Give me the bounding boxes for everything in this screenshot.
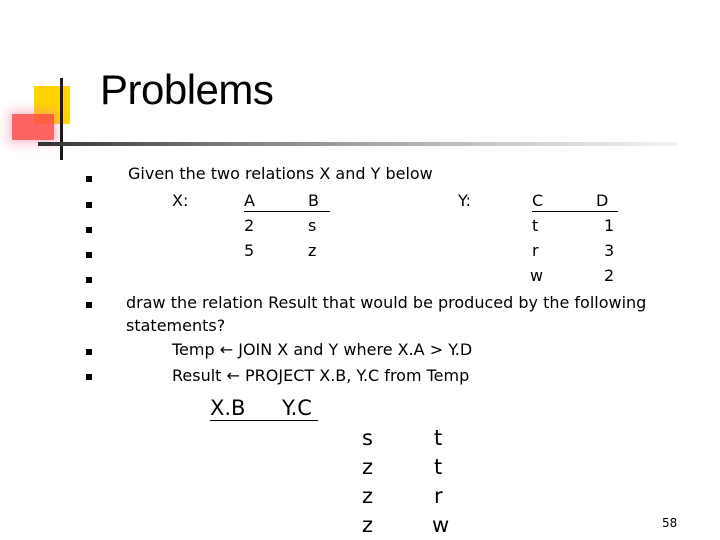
result-cell: z — [362, 484, 374, 508]
bullet-text-given: Given the two relations X and Y below — [128, 164, 433, 183]
relation-y-cell: 1 — [604, 216, 615, 235]
bullet-text-draw-cont: statements? — [126, 316, 226, 335]
bullet-marker — [86, 302, 92, 308]
result-header-yc: Y.C — [282, 396, 318, 421]
relation-x-cell: 2 — [244, 216, 255, 235]
bullet-marker — [86, 277, 92, 283]
result-cell: z — [362, 513, 374, 537]
slide-title: Problems — [100, 66, 274, 113]
relation-x-cell: 5 — [244, 241, 255, 260]
bullet-marker — [86, 227, 92, 233]
relation-y-cell: r — [532, 241, 539, 260]
relation-x-name: X: — [172, 191, 189, 210]
title-underline-rule — [38, 142, 678, 146]
result-cell: s — [362, 426, 373, 450]
relation-x-cell: z — [308, 241, 317, 260]
title-decoration-vertical-rule — [60, 78, 63, 160]
relation-y-cell: t — [532, 216, 539, 235]
bullet-marker — [86, 252, 92, 258]
relation-x-header-b: B — [308, 191, 330, 212]
relation-x-cell: s — [308, 216, 317, 235]
result-cell: w — [432, 513, 450, 537]
result-header-xb: X.B — [210, 396, 282, 421]
relation-y-header-c: C — [532, 191, 596, 212]
relation-y-name: Y: — [458, 191, 472, 210]
statement-join: Temp ← JOIN X and Y where X.A > Y.D — [172, 340, 473, 359]
bullet-marker — [86, 202, 92, 208]
bullet-marker — [86, 176, 92, 182]
relation-y-cell: 3 — [604, 241, 615, 260]
statement-project: Result ← PROJECT X.B, Y.C from Temp — [172, 366, 470, 385]
result-cell: z — [362, 455, 374, 479]
relation-x-header-a: A — [244, 191, 308, 212]
result-cell: r — [434, 484, 443, 508]
relation-y-cell: w — [530, 266, 544, 285]
page-number: 58 — [662, 516, 678, 530]
bullet-text-draw: draw the relation Result that would be produced by the following — [126, 293, 647, 312]
result-cell: t — [434, 426, 443, 450]
result-cell: t — [434, 455, 443, 479]
relation-y-cell: 2 — [604, 266, 615, 285]
relation-y-header-d: D — [596, 191, 618, 212]
title-decoration-red-bar — [12, 114, 54, 140]
bullet-marker — [86, 349, 92, 355]
bullet-marker — [86, 374, 92, 380]
